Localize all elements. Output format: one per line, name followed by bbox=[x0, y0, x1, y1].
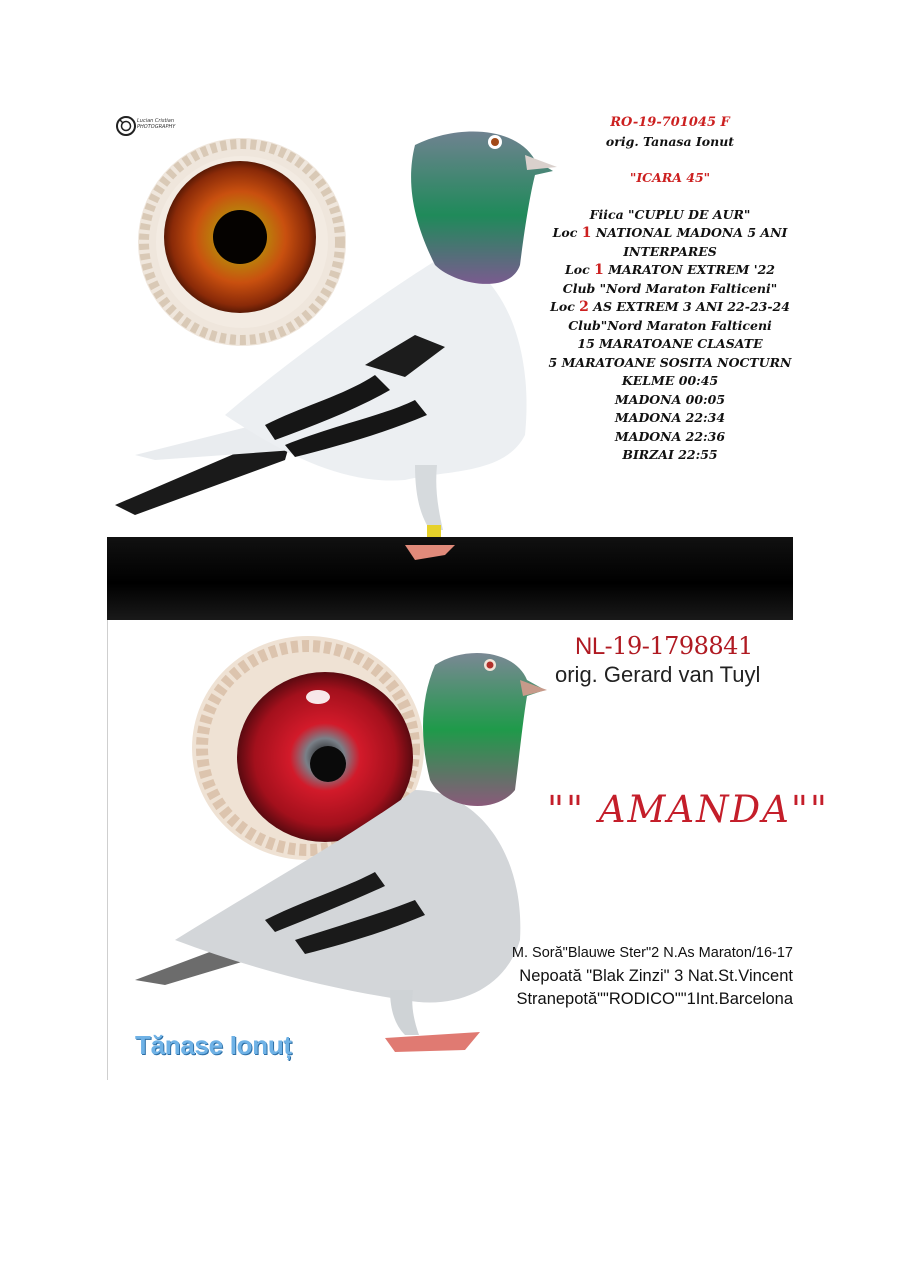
photographer-logo-line1: Lucian Cristian bbox=[137, 118, 175, 124]
achievement-line bbox=[530, 335, 810, 354]
achievement-text: Club "Nord Maraton Falticeni" bbox=[562, 280, 778, 296]
top-pigeon-name: "ICARA 45" bbox=[629, 170, 711, 185]
achievement-text: NATIONAL MADONA 5 ANI bbox=[591, 225, 788, 240]
achievement-line bbox=[530, 206, 810, 225]
achievement-line bbox=[530, 354, 810, 373]
achievement-text: 15 MARATOANE CLASATE bbox=[577, 336, 763, 351]
achievement-line bbox=[530, 372, 810, 391]
achievement-text: AS EXTREM 3 ANI 22-23-24 bbox=[588, 299, 790, 314]
bottom-ring-prefix: NL- bbox=[575, 633, 613, 660]
achievement-text: MARATON EXTREM '22 bbox=[603, 262, 775, 277]
photographer-logo-line2: PHOTOGRAPHY bbox=[137, 124, 176, 130]
bottom-pigeon-name: "" AMANDA"" bbox=[547, 788, 829, 831]
achievement-prefix: Loc bbox=[552, 225, 582, 240]
bottom-pigeon-pedigree bbox=[448, 942, 793, 1011]
achievement-line bbox=[530, 280, 810, 299]
achievement-text: INTERPARES bbox=[623, 243, 717, 259]
achievement-prefix: Loc bbox=[550, 299, 580, 314]
achievement-line bbox=[530, 446, 810, 465]
pedigree-line: Nepoată "Blak Zinzi" 3 Nat.St.Vincent bbox=[519, 967, 793, 985]
achievement-prefix: Loc bbox=[565, 262, 595, 277]
achievement-line bbox=[530, 298, 810, 317]
achievement-line bbox=[530, 224, 810, 243]
achievement-place: 1 bbox=[581, 225, 592, 241]
achievement-text: MADONA 22:34 bbox=[614, 410, 726, 425]
pedigree-line: M. Soră"Blauwe Ster"2 N.As Maraton/16-17 bbox=[511, 945, 793, 961]
achievement-line bbox=[530, 261, 810, 280]
achievement-text: MADONA 00:05 bbox=[614, 391, 726, 407]
bottom-ring-number bbox=[575, 632, 753, 661]
achievement-text: MADONA 22:36 bbox=[614, 428, 726, 444]
bottom-origin: orig. Gerard van Tuyl bbox=[555, 662, 761, 687]
pedigree-line: Stranepotă""RODICO""1Int.Barcelona bbox=[516, 990, 793, 1008]
achievement-line bbox=[530, 243, 810, 262]
achievement-line bbox=[530, 428, 810, 447]
achievement-line bbox=[530, 391, 810, 410]
achievement-text: Fiica "CUPLU DE AUR" bbox=[589, 206, 751, 222]
achievement-text: KELME 00:45 bbox=[621, 373, 719, 388]
top-pigeon-photo bbox=[115, 115, 565, 585]
achievement-text: Club"Nord Maraton Falticeni bbox=[568, 317, 772, 333]
top-ring-number: RO-19-701045 F bbox=[610, 115, 730, 130]
top-pigeon-info bbox=[530, 114, 810, 465]
bottom-ring-digits: 19-1798841 bbox=[612, 632, 753, 660]
achievement-text: BIRZAI 22:55 bbox=[622, 447, 718, 462]
achievement-place: 1 bbox=[594, 262, 604, 278]
top-origin: orig. Tanasa Ionut bbox=[605, 133, 735, 149]
achievement-text: 5 MARATOANE SOSITA NOCTURN bbox=[548, 354, 792, 370]
achievement-line bbox=[530, 409, 810, 428]
achievement-place: 2 bbox=[579, 299, 589, 315]
achievement-line bbox=[530, 317, 810, 336]
owner-name: Tănase Ionuț bbox=[135, 1030, 292, 1060]
